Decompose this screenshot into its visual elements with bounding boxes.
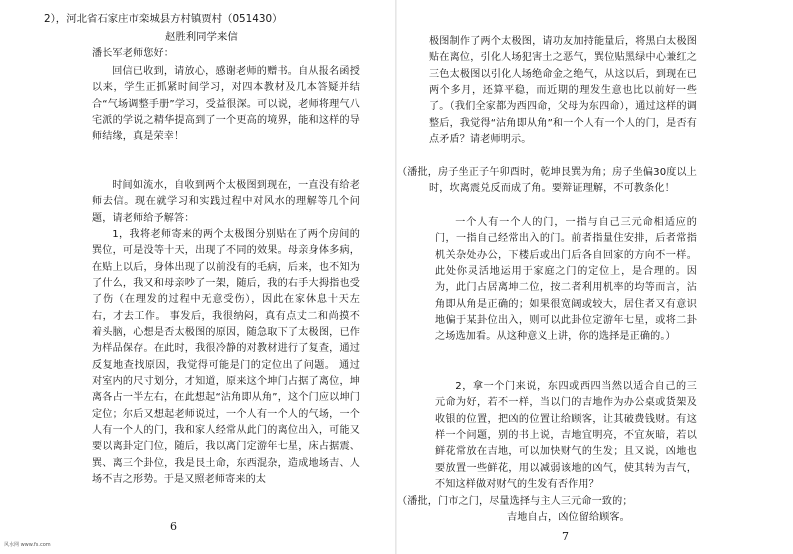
page-number: 6 — [170, 520, 177, 533]
letter-header: 2），河北省石家庄市栾城县方村镇贾村（051430） — [44, 13, 283, 25]
right-paragraph: 2，拿一个门来说，东四或西四当然以适合自己的三元命为好，若不一样，当以门的吉地作为办公桌或货架及收银的位置，把凶的位置让给顾客，让其破费钱财。有这样一个问题，别的书上说，吉地宜明亮，不宜灰暗，若以鲜花常放在吉地，可以加快财气的生发；且又说，凶地也要放置一些鲜花，用以减弱该地的凶气，使其转为吉气，不知这样做对财气的生发有否作用？ — [435, 381, 697, 491]
left-paragraph: 1，我将老师寄来的两个太极图分别贴在了两个房间的巽位，可是没等十天，出现了不同的效果。母亲身体多病，在贴上以后，身体出现了以前没有的毛病，后来，也不知为了什么，我又和母亲吵了一架，随后，我的右手大拇指也受了伤（在理发的过程中无意受伤），因此在家休息十天左右，才去工作。 事发后，我很纳闷，真有点丈二和尚摸不着头脑，心想是否太极图的原因，随急取下了太极图，已作为样品保存。在此时，我很冷静的对教材进行了复查，通过反复地查找原因，我觉得可能是门的定位出了问题。 通过对室内的尺寸划分，才知道，原来这个坤门占据了离位，坤离各占一半左右，在此想起“沾角即从角”，这个门应以坤门定位；尔后又想起老师说过，一个人有一个人的气场，一个人有一个人的门，我和家人经常从此门的离位出入，可能又要以离卦定门位，随后，我以离门定游年七星，床占据震、巽、离三个卦位，我是艮土命，东西混杂，造成地场吉、人场不吉之形势。于是又照老师寄来的太 — [92, 229, 360, 486]
right-page — [397, 0, 793, 554]
annotation-paragraph: （潘批，门市之门，尽量选择与主人三元命一致的； — [397, 496, 633, 507]
footer-watermark: 风水网 www.fs.com — [4, 542, 51, 548]
salutation: 潘长军老师您好： — [92, 48, 174, 59]
left-paragraph: 时间如流水，自收到两个太极图到现在，一直没有给老师去信。现在就学习和实践过程中对风水的理解等几个问题，请老师给予解答： — [92, 180, 360, 224]
page-number: 7 — [562, 530, 569, 543]
right-paragraph: 极图制作了两个太极图，请功友加持能量后，将黑白太极图贴在离位，引化人场犯害土之恶气，巽位贴黑绿中心兼红之三色太极图以引化人场绝命金之绝气，从这以后，到现在已两个多月，还算平稳，而近期的理发生意也比以前好一些了。（我们全家都为西四命，父母为东四命），通过这样的调整后，我觉得“沾角即从角”和一个人有一个人的门，是否有点矛盾？请老师明示。 — [429, 36, 697, 146]
letter-subheader: 赵胜利同学来信 — [165, 31, 238, 43]
left-paragraph: 回信已收到，请放心，感谢老师的赠书。自从报名函授以来，学生正抓紧时间学习，对四本教材及几本答疑并结合“气场调整手册”学习，受益很深。可以说，老师将理气八宅派的学说之精华提高到了一个更高的境界，能和这样的导师结缘，真是荣幸！ — [92, 66, 360, 143]
left-page — [0, 0, 396, 554]
right-paragraph: 一个人有一个人的门，一指与自己三元命相适应的门，一指自己经常出入的门。前者指量住安排，后者常指机关杂处办公，下楼后或出门后各自回家的方向不一样。此处你灵活地运用于家庭之门的定位上，是合理的。因为，此门占居离坤二位，按二者利用机率的均等而言，沾角即从角是正确的；如果很宽阔或较大，居住者又有意识地偏于某卦位出入，则可以此卦位定游年七星，或将二卦之场选加看。从这种意义上讲，你的选择是正确的。） — [435, 217, 697, 343]
annotation-paragraph: （潘批，房子坐正子午卯酉时，乾坤艮巽为角；房子坐偏30度以上时，坎离震兑反而成了角。要辩证理解，不可教条化！ — [397, 167, 697, 195]
annotation-paragraph: 吉地自占，凶位留给顾客。 — [507, 512, 630, 523]
